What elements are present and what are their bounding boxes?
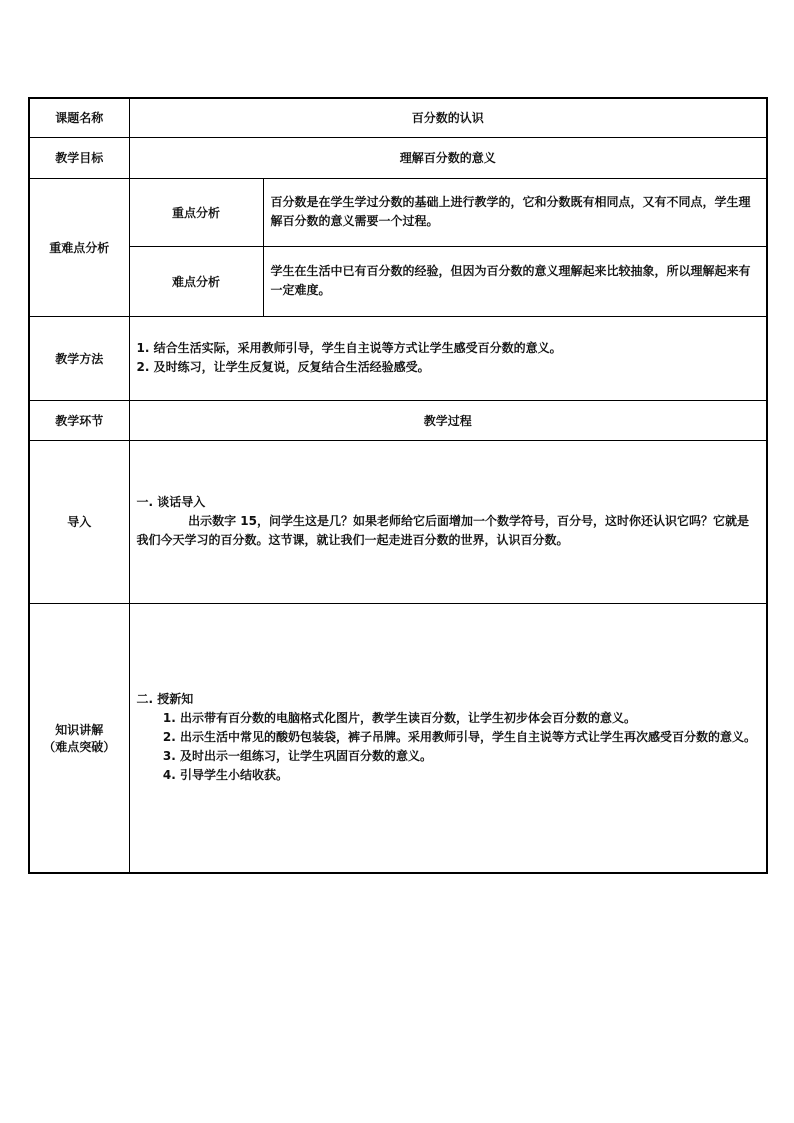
knowledge-item: 2. 出示生活中常见的酸奶包装袋，裤子吊牌。采用教师引导，学生自主说等方式让学生再次感受百分数的意义。 xyxy=(162,730,756,745)
row-method xyxy=(29,316,767,400)
knowledge-label-line1: 知识讲解 xyxy=(55,722,104,737)
method-content xyxy=(129,316,767,400)
intro-label: 导入 xyxy=(29,440,129,603)
lesson-plan-table xyxy=(28,97,768,874)
row-hard-point xyxy=(29,246,767,316)
method-label: 教学方法 xyxy=(29,316,129,400)
goal-label: 教学目标 xyxy=(29,137,129,178)
knowledge-item: 4. 引导学生小结收获。 xyxy=(162,768,288,783)
knowledge-label xyxy=(29,603,129,873)
knowledge-label-line2: （难点突破） xyxy=(43,739,116,754)
key-point-text: 百分数是在学生学过分数的基础上进行教学的，它和分数既有相同点，又有不同点，学生理解百分数的意义需要一个过程。 xyxy=(263,178,767,246)
row-header xyxy=(29,400,767,440)
knowledge-item: 1. 出示带有百分数的电脑格式化图片，教学生读百分数，让学生初步体会百分数的意义。 xyxy=(162,711,636,726)
intro-content xyxy=(129,440,767,603)
goal-value: 理解百分数的意义 xyxy=(129,137,767,178)
row-intro xyxy=(29,440,767,603)
intro-heading: 一. 谈话导入 xyxy=(136,495,206,509)
title-value: 百分数的认识 xyxy=(129,98,767,137)
row-knowledge xyxy=(29,603,767,873)
knowledge-heading: 二. 授新知 xyxy=(136,692,194,707)
intro-text: 出示数字 15，问学生这是几？如果老师给它后面增加一个数学符号，百分号，这时你还认识它吗？它就是我们今天学习的百分数。这节课，就让我们一起走进百分数的世界，认识百分数。 xyxy=(136,514,749,547)
hard-point-label: 难点分析 xyxy=(129,246,263,316)
row-goal xyxy=(29,137,767,178)
row-title xyxy=(29,98,767,137)
process-header-label: 教学过程 xyxy=(129,400,767,440)
difficulty-label: 重难点分析 xyxy=(29,178,129,316)
stage-header-label: 教学环节 xyxy=(29,400,129,440)
method-item: 2. 及时练习，让学生反复说，反复结合生活经验感受。 xyxy=(136,360,430,374)
knowledge-item: 3. 及时出示一组练习，让学生巩固百分数的意义。 xyxy=(162,749,432,764)
key-point-label: 重点分析 xyxy=(129,178,263,246)
method-item: 1. 结合生活实际，采用教师引导，学生自主说等方式让学生感受百分数的意义。 xyxy=(136,341,562,355)
title-label: 课题名称 xyxy=(29,98,129,137)
row-key-point xyxy=(29,178,767,246)
hard-point-text: 学生在生活中已有百分数的经验，但因为百分数的意义理解起来比较抽象，所以理解起来有一定难度。 xyxy=(263,246,767,316)
knowledge-content xyxy=(129,603,767,873)
